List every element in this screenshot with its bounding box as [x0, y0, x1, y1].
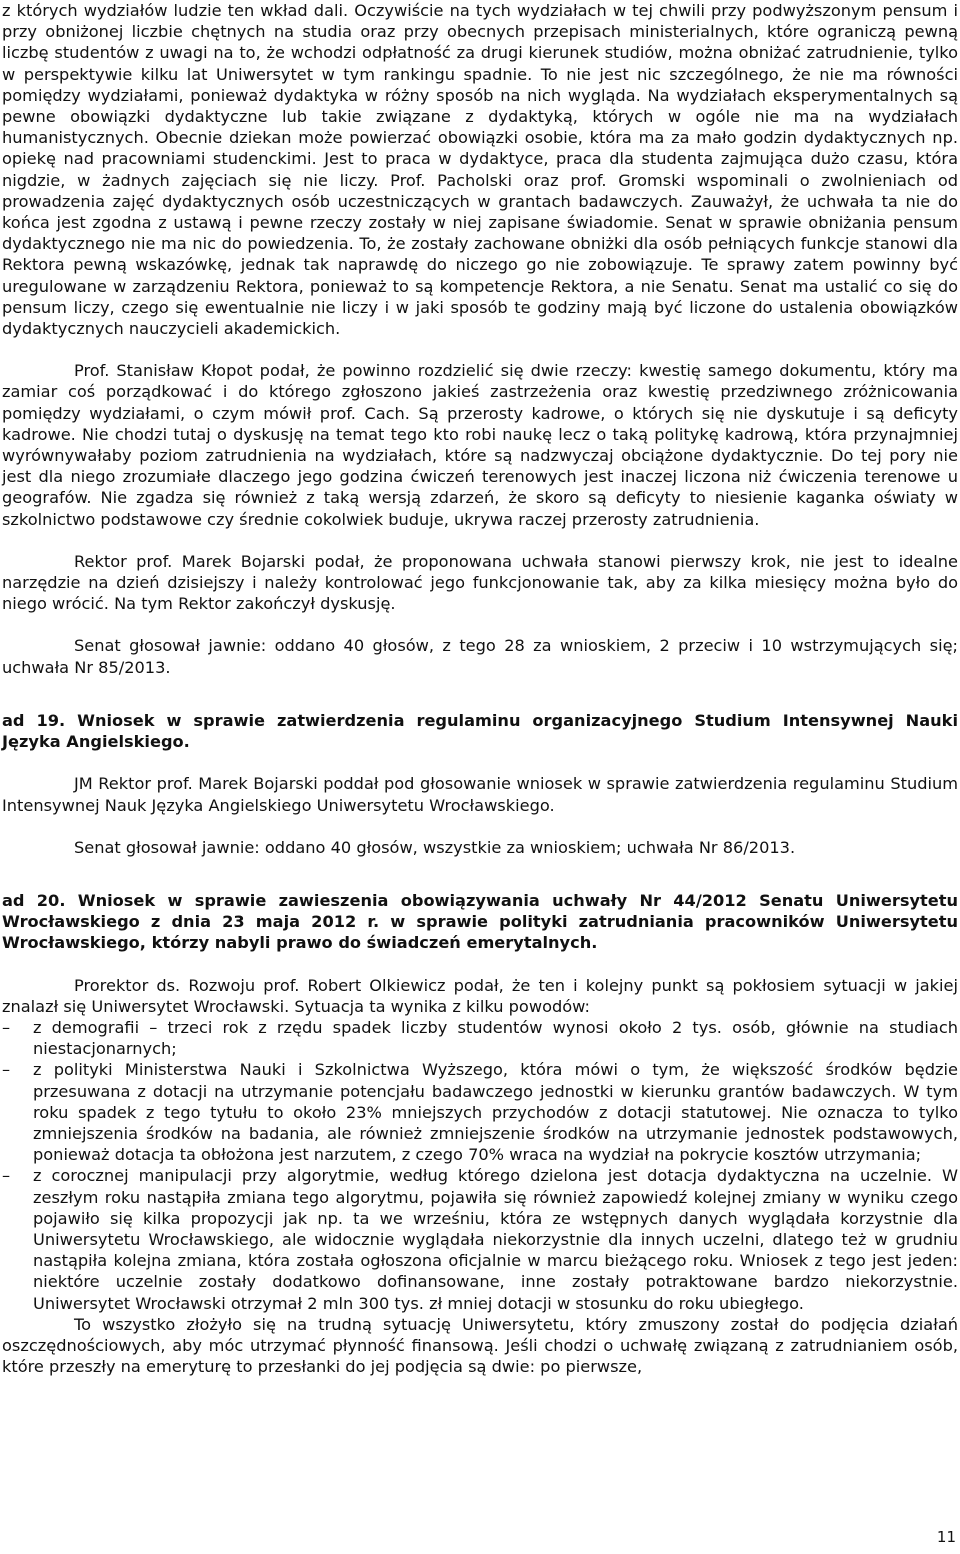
item-20-heading: ad 20. Wniosek w sprawie zawieszenia obowiązywania uchwały Nr 44/2012 Senatu Uniwersytetu Wrocławskiego z dnia 23 maja 2012 r. w sprawie polityki zatrudniania pracowników Uniwersytetu Wrocławskiego, którzy nabyli prawo do świadczeń emerytalnych. [2, 890, 958, 953]
paragraph-vote-85: Senat głosował jawnie: oddano 40 głosów, z tego 28 za wnioskiem, 2 przeciw i 10 wstrzymujących się; uchwała Nr 85/2013. [2, 636, 958, 677]
list-item [2, 1165, 958, 1313]
spacer [2, 678, 958, 710]
dash-bullet: – [2, 1060, 11, 1080]
item-19-paragraph: JM Rektor prof. Marek Bojarski poddał pod głosowanie wniosek w sprawie zatwierdzenia regulaminu Studium Intensywnej Nauk Języka Angielskiego Uniwersytetu Wrocławskiego. [2, 774, 958, 815]
spacer [2, 816, 958, 837]
list-item-text: z corocznej manipulacji przy algorytmie, według którego dzielona jest dotacja dydaktyczna na uczelnie. W zeszłym roku nastąpiła zmiana tego algorytmu, pojawiła się również zapowiedź kolejnej zmiany w wyniku czego pojawiło się kilka propozycji jak np. ta we wrześniu, która ze wstępnych danych wyglądała korzystnie dla Uniwersytetu Wrocławskiego, ale widocznie wyglądała niekorzystnie dla innych uczelni, dlatego też w grudniu nastąpiła kolejna zmiana, która została ogłoszona oficjalnie w marcu bieżącego roku. Wniosek z tego jest jeden: niektóre uczelnie zostały dodatkowo dofinansowane, inne zostały potraktowane bardzo niekorzystnie. Uniwersytet Wrocławski otrzymał 2 mln 300 tys. zł mniej dotacji w stosunku do roku ubiegłego. [33, 1166, 958, 1313]
list-item-text: z polityki Ministerstwa Nauki i Szkolnictwa Wyższego, która mówi o tym, że większość środków będzie przesuwana z dotacji na utrzymanie potencjału badawczego jednostki w kierunku grantów badawczych. W tym roku spadek z tego tytułu to około 23% mniejszych przychodów z dotacji statutowej. Nie oznacza to tylko zmniejszenia środków na badania, ale również zmniejszenie środków na utrzymanie jednostek podstawowych, ponieważ dotacja ta obłożona jest narzutem, z czego 70% wraca na wydział na pokrycie kosztów utrzymania; [33, 1060, 958, 1165]
spacer [2, 752, 958, 773]
paragraph-bojarski: Rektor prof. Marek Bojarski podał, że proponowana uchwała stanowi pierwszy krok, nie jest to idealne narzędzie na dzień dzisiejszy i należy kontrolować jego funkcjonowanie tak, aby za kilka miesięcy można było do niego wrócić. Na tym Rektor zakończył dyskusję. [2, 551, 958, 614]
dash-bullet: – [2, 1017, 11, 1037]
list-item-text: z demografii – trzeci rok z rzędu spadek liczby studentów wynosi około 2 tys. osób, głównie na studiach niestacjonarnych; [33, 1017, 958, 1059]
spacer [2, 339, 958, 360]
item-20-intro: Prorektor ds. Rozwoju prof. Robert Olkiewicz podał, że ten i kolejny punkt są pokłosiem sytuacji w jakiej znalazł się Uniwersytet Wrocławski. Sytuacja ta wynika z kilku powodów: [2, 975, 958, 1016]
spacer [2, 530, 958, 551]
item-19-heading: ad 19. Wniosek w sprawie zatwierdzenia regulaminu organizacyjnego Studium Intensywnej Nauki Języka Angielskiego. [2, 710, 958, 752]
list-item [2, 1017, 958, 1059]
spacer [2, 858, 958, 890]
document-body [2, 0, 958, 1377]
item-19-vote: Senat głosował jawnie: oddano 40 głosów, wszystkie za wnioskiem; uchwała Nr 86/2013. [74, 837, 796, 857]
spacer [2, 614, 958, 635]
paragraph-klopot: Prof. Stanisław Kłopot podał, że powinno rozdzielić się dwie rzeczy: kwestię samego dokumentu, który ma zamiar coś porządkować i do którego zgłoszono jakieś zastrzeżenia oraz kwestię przedziwnego zróżnicowania pomiędzy wydziałami, o czym mówił prof. Cach. Są przerosty kadrowe, o których się nie dyskutuje i są deficyty kadrowe. Nie chodzi tutaj o dyskusję na temat tego kto robi naukę lecz o taką politykę kadrową, która przynajmniej wyrównywałaby poziom zatrudnienia na wydziałach, które są nadzwyczaj obciążone dydaktycznie. Do tej pory nie jest dla niego zrozumiałe dlaczego jego godzina ćwiczeń terenowych jest inaczej liczona niż ćwiczenia terenowe u geografów. Nie zgadza się również z taką wersją zdarzeń, że skoro są deficyty to niesienie kaganka oświaty w szkolnictwo podstawowe czy średnie cokolwiek buduje, ukrywa raczej przerosty zatrudnienia. [2, 361, 958, 529]
item-20-closing: To wszystko złożyło się na trudną sytuację Uniwersytetu, który zmuszony został do podjęcia działań oszczędnościowych, aby móc utrzymać płynność finansową. Jeśli chodzi o uchwałę związaną z zatrudnianiem osób, które przeszły na emeryturę to przesłanki do jej podjęcia są dwie: po pierwsze, [2, 1314, 958, 1377]
item-20-reasons-list [2, 1017, 958, 1314]
spacer [2, 954, 958, 975]
list-item [2, 1059, 958, 1165]
paragraph-continuation: z których wydziałów ludzie ten wkład dali. Oczywiście na tych wydziałach w tej chwili przy podwyższonym pensum i przy obniżonej liczbie chętnych na studia oraz przy obecnych przepisach ministerialnych, które ograniczą pewną liczbę studentów z uwagi na to, że wchodzi odpłatność za drugi kierunek studiów, można obniżać zatrudnienie, tylko w perspektywie kilku lat Uniwersytet w tym rankingu spadnie. To nie jest nic szczególnego, że nie ma równości pomiędzy wydziałami, ponieważ dydaktyka w różny sposób na nich wygląda. Na wydziałach eksperymentalnych są pewne obowiązki dydaktyczne lub takie związane z dydaktyką, których w ogóle nie ma na wydziałach humanistycznych. Obecnie dziekan może powierzać obowiązki osobie, która ma za mało godzin dydaktycznych np. opiekę nad pracowniami studenckimi. Jest to praca w dydaktyce, praca dla studenta zajmująca dużo czasu, która nigdzie, w żadnych zajęciach się nie liczy. Prof. Pacholski oraz prof. Gromski wspominali o zwolnieniach od prowadzenia zajęć dydaktycznych osób uczestniczących w grantach badawczych. Zauważył, że uchwała ta nie do końca jest zgodna z ustawą i pewne rzeczy zostały w niej zapisane świadomie. Senat w sprawie obniżania pensum dydaktycznego nie ma nic do powiedzenia. To, że zostały zachowane obniżki dla osób pełniących funkcje stanowi dla Rektora pewną wskazówkę, jednak tak naprawdę do niczego go nie zobowiązuje. Te sprawy zatem powinny być uregulowane w zarządzeniu Rektora, ponieważ to są kompetencje Rektora, a nie Senatu. Senat ma ustalić co się do pensum liczy, czego się ewentualnie nie liczy i w jaki sposób te godziny mają być liczone do ustalenia obowiązków dydaktycznych nauczycieli akademickich. [2, 1, 958, 339]
page-number: 11 [936, 1528, 956, 1546]
dash-bullet: – [2, 1166, 11, 1186]
